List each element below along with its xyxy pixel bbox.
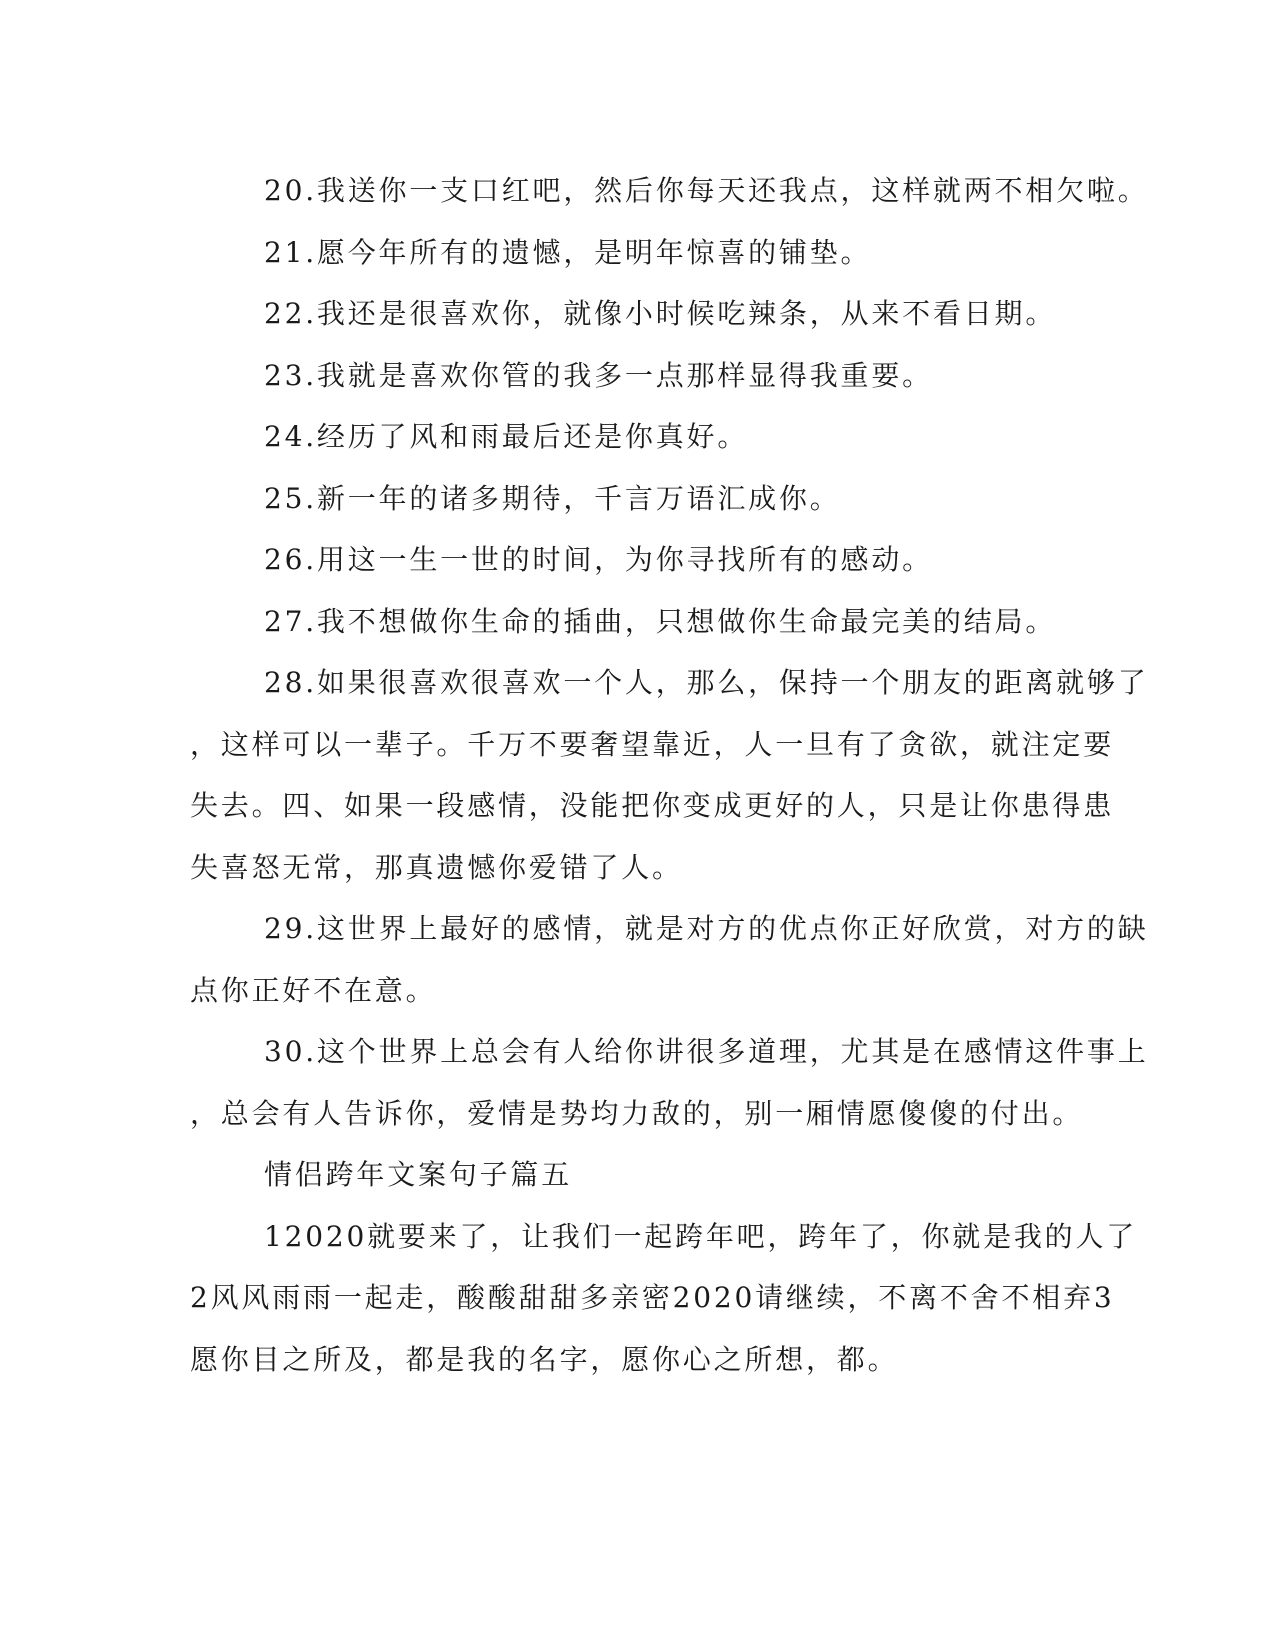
paragraph-20 (190, 160, 1149, 222)
text-line: 失喜怒无常，那真遗憾你爱错了人。 (190, 850, 683, 884)
paragraph-28 (190, 652, 1149, 898)
document-body (190, 160, 1149, 1390)
text-line: 25.新一年的诸多期待，千言万语汇成你。 (264, 481, 841, 515)
text-line: 23.我就是喜欢你管的我多一点那样显得我重要。 (264, 358, 933, 392)
text-line: 12020就要来了，让我们一起跨年吧，跨年了，你就是我的人了 (264, 1219, 1138, 1253)
text-line: 30.这个世界上总会有人给你讲很多道理，尤其是在感情这件事上 (264, 1035, 1149, 1068)
text-line: 24.经历了风和雨最后还是你真好。 (264, 420, 749, 453)
paragraph-30 (190, 1021, 1149, 1144)
text-line: ，这样可以一辈子。千万不要奢望靠近，人一旦有了贪欲，就注定要 (190, 727, 1115, 761)
text-line: 28.如果很喜欢很喜欢一个人，那么，保持一个朋友的距离就够了 (264, 666, 1149, 699)
text-line: 27.我不想做你生命的插曲，只想做你生命最完美的结局。 (264, 604, 1057, 638)
text-line: 愿你目之所及，都是我的名字，愿你心之所想，都。 (190, 1342, 899, 1376)
paragraph-29 (190, 898, 1149, 1021)
paragraph-27 (190, 591, 1090, 653)
section-heading (190, 1144, 1090, 1206)
text-line: 22.我还是很喜欢你，就像小时候吃辣条，从来不看日期。 (264, 297, 1057, 330)
paragraph-26 (190, 529, 1090, 591)
paragraph-21 (190, 222, 1090, 284)
paragraph-23 (190, 345, 1090, 407)
text-line: ，总会有人告诉你，爱情是势均力敌的，别一厢情愿傻傻的付出。 (190, 1096, 1084, 1130)
paragraph-22 (190, 283, 1090, 345)
paragraph-final (190, 1206, 1138, 1391)
text-line: 点你正好不在意。 (190, 973, 437, 1007)
text-line: 失去。四、如果一段感情，没能把你变成更好的人，只是让你患得患 (190, 789, 1115, 822)
text-line: 2风风雨雨一起走，酸酸甜甜多亲密2020请继续，不离不舍不相弃3 (190, 1281, 1115, 1314)
text-line: 29.这世界上最好的感情，就是对方的优点你正好欣赏，对方的缺 (264, 912, 1149, 945)
paragraph-24 (190, 406, 1090, 468)
text-line: 情侣跨年文案句子篇五 (264, 1158, 573, 1191)
paragraph-25 (190, 468, 1090, 530)
text-line: 20.我送你一支口红吧，然后你每天还我点，这样就两不相欠啦。 (264, 174, 1149, 207)
text-line: 26.用这一生一世的时间，为你寻找所有的感动。 (264, 543, 933, 576)
text-line: 21.愿今年所有的遗憾，是明年惊喜的铺垫。 (264, 235, 872, 269)
